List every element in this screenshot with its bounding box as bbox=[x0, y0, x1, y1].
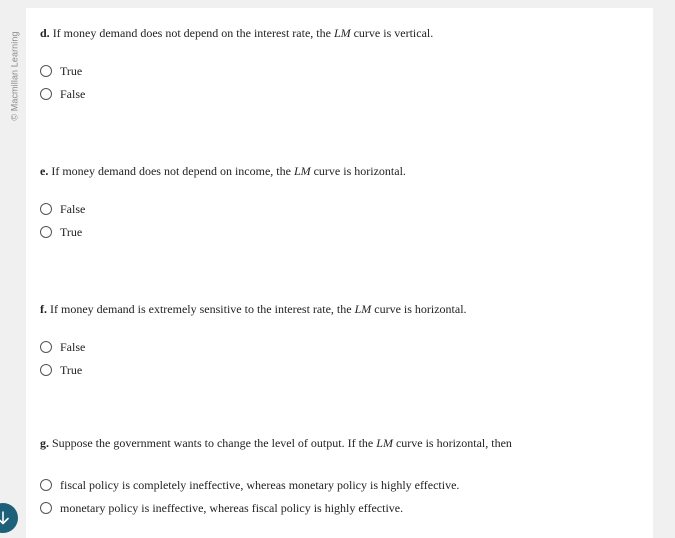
question-d bbox=[40, 26, 643, 101]
radio-button[interactable] bbox=[40, 364, 52, 376]
question-g bbox=[40, 436, 643, 515]
question-d-prompt: d. If money demand does not depend on the interest rate, the LM curve is vertical. bbox=[40, 26, 434, 40]
question-f-option-2[interactable]: True bbox=[40, 362, 82, 378]
radio-button[interactable] bbox=[40, 502, 52, 514]
question-e-option-1[interactable]: False bbox=[40, 201, 85, 217]
question-f bbox=[40, 302, 643, 377]
radio-button[interactable] bbox=[40, 88, 52, 100]
question-d-option-1[interactable]: True bbox=[40, 63, 82, 79]
arrow-down-icon bbox=[0, 510, 11, 526]
copyright-watermark: © Macmillan Learning bbox=[10, 31, 21, 121]
question-g-prompt: g. Suppose the government wants to change the level of output. If the LM curve is horizontal, then bbox=[40, 436, 512, 450]
question-e-option-2[interactable]: True bbox=[40, 224, 82, 240]
question-f-option-1[interactable]: False bbox=[40, 339, 85, 355]
question-e-prompt: e. If money demand does not depend on income, the LM curve is horizontal. bbox=[40, 164, 406, 178]
radio-button[interactable] bbox=[40, 65, 52, 77]
question-panel bbox=[26, 8, 653, 538]
radio-button[interactable] bbox=[40, 341, 52, 353]
radio-button[interactable] bbox=[40, 226, 52, 238]
question-e bbox=[40, 164, 643, 239]
question-f-prompt: f. If money demand is extremely sensitive to the interest rate, the LM curve is horizontal. bbox=[40, 302, 467, 316]
scroll-down-button[interactable] bbox=[0, 503, 18, 533]
question-d-option-2[interactable]: False bbox=[40, 86, 85, 102]
radio-button[interactable] bbox=[40, 203, 52, 215]
question-g-option-2[interactable]: monetary policy is ineffective, whereas fiscal policy is highly effective. bbox=[40, 500, 403, 516]
question-g-option-1[interactable]: fiscal policy is completely ineffective, whereas monetary policy is highly effective. bbox=[40, 477, 459, 493]
radio-button[interactable] bbox=[40, 479, 52, 491]
